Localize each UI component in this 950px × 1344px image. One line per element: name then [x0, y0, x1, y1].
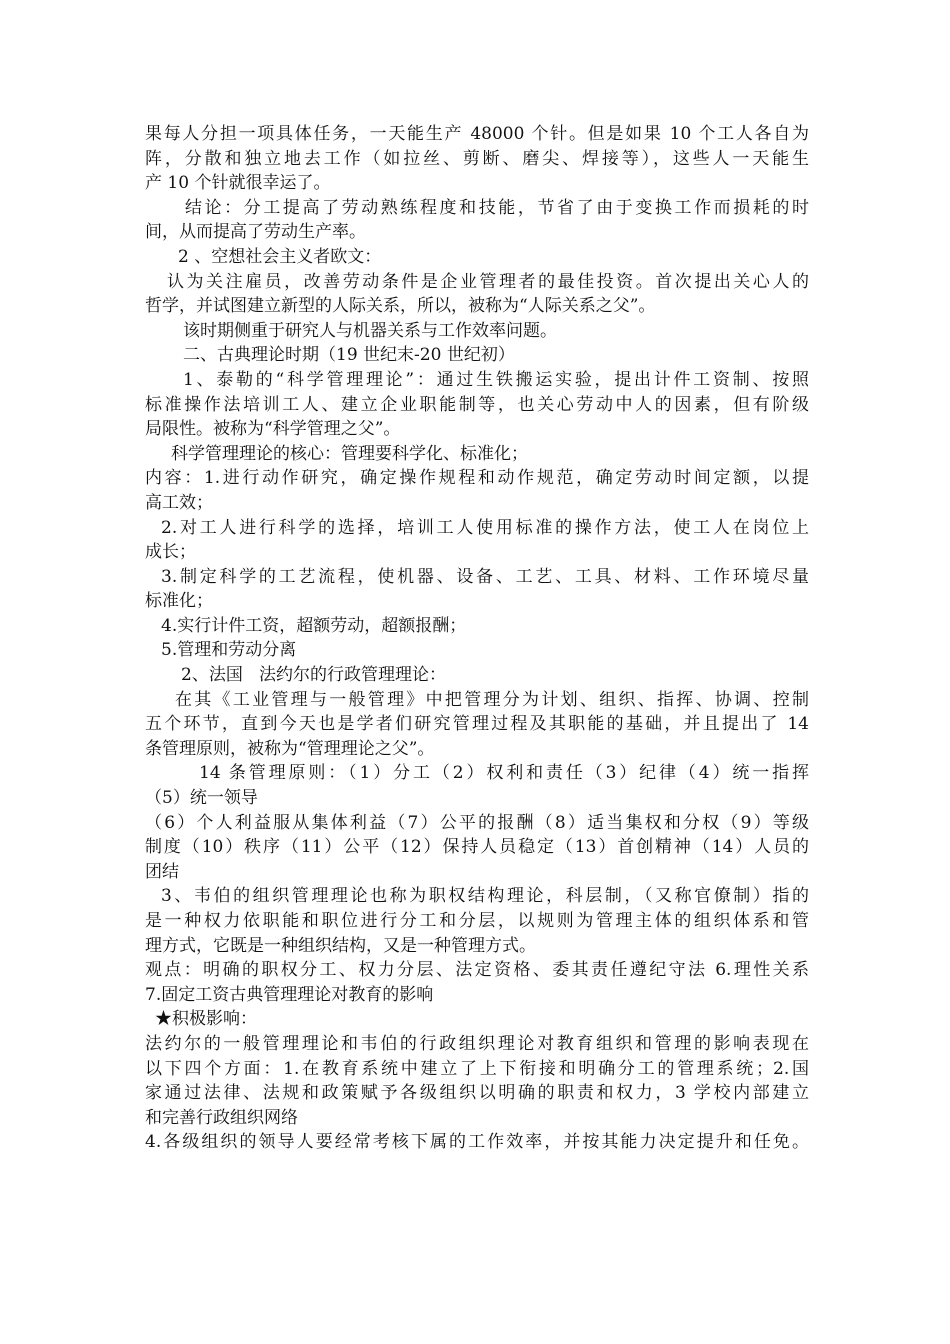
text-line: 1、泰勒的“科学管理理论”：通过生铁搬运实验，提出计件工资制、按照: [183, 369, 809, 390]
text-line: 间，从而提高了劳动生产率。: [145, 222, 366, 243]
text-line: （5）统一领导: [145, 788, 258, 809]
text-line: 认为关注雇员，改善劳动条件是企业管理者的最佳投资。首次提出关心人的: [167, 271, 809, 292]
text-line: （6）个人利益服从集体利益（7）公平的报酬（8）适当集权和分权（9）等级: [145, 812, 809, 833]
text-line: 以下四个方面：1.在教育系统中建立了上下衔接和明确分工的管理系统；2.国: [145, 1058, 809, 1079]
text-line: 标准化；: [145, 591, 213, 612]
text-line: 观点：明确的职权分工、权力分层、法定资格、委其责任遵纪守法 6.理性关系: [145, 960, 809, 981]
text-line: ★积极影响：: [155, 1009, 257, 1030]
text-line: 2.对工人进行科学的选择，培训工人使用标准的操作方法，使工人在岗位上: [161, 517, 809, 538]
text-line: 4.各级组织的领导人要经常考核下属的工作效率，并按其能力决定提升和任免。: [145, 1132, 809, 1153]
text-line: 科学管理理论的核心：管理要科学化、标准化；: [171, 443, 528, 464]
text-line: 局限性。被称为“科学管理之父”。: [145, 419, 401, 440]
text-line: 家通过法律、法规和政策赋予各级组织以明确的职责和权力，3 学校内部建立: [145, 1083, 809, 1104]
text-line: 果每人分担一项具体任务，一天能生产 48000 个针。但是如果 10 个工人各自为: [145, 124, 809, 144]
text-line: 3、韦伯的组织管理理论也称为职权结构理论，科层制，（又称官僚制）指的: [161, 886, 809, 907]
text-line: 产 10 个针就很幸运了。: [145, 173, 331, 194]
text-line: 7.固定工资古典管理理论对教育的影响: [145, 984, 434, 1005]
text-line: 结论：分工提高了劳动熟练程度和技能，节省了由于变换工作而损耗的时: [185, 197, 809, 218]
text-line: 内容：1.进行动作研究，确定操作规程和动作规范，确定劳动时间定额，以提: [145, 468, 809, 489]
document-body: [145, 122, 809, 1155]
text-line: 14 条管理原则：（1）分工（2）权利和责任（3）纪律（4）统一指挥: [199, 763, 809, 784]
text-line: 标准操作法培训工人、建立企业职能制等，也关心劳动中人的因素，但有阶级: [145, 394, 809, 415]
text-line: 理方式，它既是一种组织结构，又是一种管理方式。: [145, 935, 536, 956]
text-line: 法约尔的一般管理理论和韦伯的行政组织理论对教育组织和管理的影响表现在: [145, 1033, 809, 1054]
text-line: 团结: [145, 861, 179, 882]
text-line: 5.管理和劳动分离: [161, 640, 297, 661]
text-line: 4.实行计件工资，超额劳动，超额报酬；: [161, 615, 467, 636]
text-line: 是一种权力依职能和职位进行分工和分层，以规则为管理主体的组织体系和管: [145, 911, 809, 931]
text-line: 高工效；: [145, 492, 213, 513]
text-line: 哲学，并试图建立新型的人际关系，所以，被称为“人际关系之父”。: [145, 296, 656, 317]
text-line: 阵，分散和独立地去工作（如拉丝、剪断、磨尖、焊接等），这些人一天能生: [145, 148, 809, 169]
text-line: 2 、空想社会主义者欧文：: [178, 246, 382, 267]
text-line: 制度（10）秩序（11）公平（12）保持人员稳定（13）首创精神（14）人员的: [145, 837, 809, 858]
text-line: 3.制定科学的工艺流程，使机器、设备、工艺、工具、材料、工作环境尽量: [161, 566, 809, 587]
text-line: 二、古典理论时期（19 世纪末-20 世纪初）: [183, 345, 515, 366]
text-line: 成长；: [145, 542, 196, 563]
text-line: 该时期侧重于研究人与机器关系与工作效率问题。: [183, 320, 557, 341]
text-line: 和完善行政组织网络: [145, 1107, 298, 1128]
text-line: 2、法国 法约尔的行政管理理论：: [181, 665, 447, 686]
text-line: 五个环节，直到今天也是学者们研究管理过程及其职能的基础，并且提出了 14: [145, 714, 809, 735]
text-line: 在其《工业管理与一般管理》中把管理分为计划、组织、指挥、协调、控制: [175, 689, 809, 710]
text-line: 条管理原则，被称为“管理理论之父”。: [145, 738, 435, 759]
